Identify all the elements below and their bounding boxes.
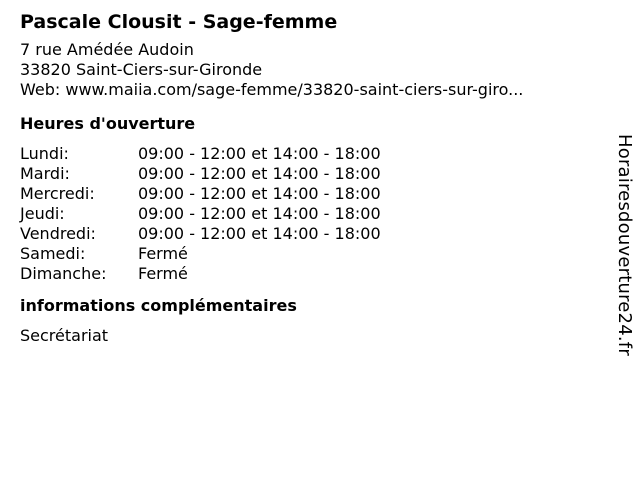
- hours-row-thursday: [20, 204, 381, 224]
- site-watermark: Horairesdouverture24.fr: [614, 134, 635, 356]
- day-hours: 09:00 - 12:00 et 14:00 - 18:00: [138, 164, 381, 183]
- day-hours: 09:00 - 12:00 et 14:00 - 18:00: [138, 144, 381, 163]
- day-hours: 09:00 - 12:00 et 14:00 - 18:00: [138, 204, 381, 223]
- hours-row-monday: [20, 144, 381, 164]
- hours-row-tuesday: [20, 164, 381, 184]
- day-label: Lundi:: [20, 144, 69, 163]
- day-label: Mardi:: [20, 164, 70, 183]
- day-label: Samedi:: [20, 244, 86, 263]
- day-label: Mercredi:: [20, 184, 95, 203]
- additional-info-text: Secrétariat: [20, 326, 109, 345]
- day-hours: 09:00 - 12:00 et 14:00 - 18:00: [138, 224, 381, 243]
- opening-hours-heading: Heures d'ouverture: [20, 114, 196, 133]
- hours-row-friday: [20, 224, 381, 244]
- hours-row-saturday: [20, 244, 381, 264]
- business-card: [20, 8, 600, 346]
- day-label: Jeudi:: [20, 204, 65, 223]
- hours-row-sunday: [20, 264, 381, 284]
- address-city: 33820 Saint-Ciers-sur-Gironde: [20, 60, 263, 79]
- additional-info-heading: informations complémentaires: [20, 296, 297, 315]
- website-link[interactable]: Web: www.maiia.com/sage-femme/33820-saint-ciers-sur-giro...: [20, 80, 524, 99]
- day-label: Dimanche:: [20, 264, 107, 283]
- day-label: Vendredi:: [20, 224, 96, 243]
- day-hours: Fermé: [138, 244, 188, 263]
- business-name: Pascale Clousit - Sage-femme: [20, 11, 338, 33]
- day-hours: 09:00 - 12:00 et 14:00 - 18:00: [138, 184, 381, 203]
- opening-hours-table: [20, 144, 381, 284]
- address-street: 7 rue Amédée Audoin: [20, 40, 194, 59]
- hours-row-wednesday: [20, 184, 381, 204]
- day-hours: Fermé: [138, 264, 188, 283]
